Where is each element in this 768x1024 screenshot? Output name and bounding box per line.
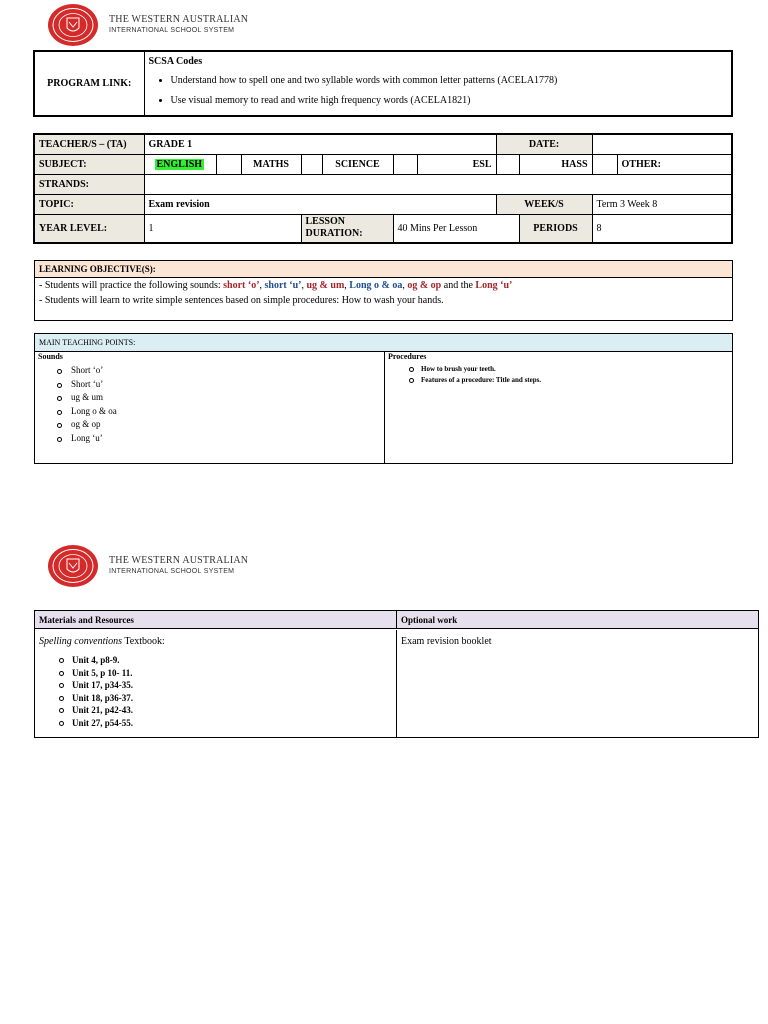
topic-value: Exam revision — [144, 195, 496, 215]
sound-short-u: short ‘u’ — [264, 280, 302, 291]
scsa-code-item: • Use visual memory to read and write high frequency words (ACELA1821) — [171, 91, 728, 111]
subject-esl: ESL — [417, 155, 496, 175]
sound-og-op: og & op — [407, 280, 442, 291]
sound-ug-um: ug & um — [306, 280, 345, 291]
materials-column — [35, 630, 397, 737]
year-level-label: YEAR LEVEL: — [34, 215, 144, 243]
school-header — [47, 3, 248, 47]
topic-label: TOPIC: — [34, 195, 144, 215]
sound-long-o-oa: Long o & oa — [349, 280, 403, 291]
sounds-title: Sounds — [38, 352, 63, 361]
lesson-duration-value: 40 Mins Per Lesson — [393, 215, 519, 243]
sound-long-u: Long ‘u’ — [475, 280, 513, 291]
date-value[interactable] — [592, 134, 732, 155]
unit-item: Unit 5, p 10- 11. — [72, 667, 396, 680]
unit-item: Unit 27, p54-55. — [72, 717, 396, 730]
textbook-line: Spelling conventions Textbook: — [39, 636, 165, 647]
sound-item: Short ‘o’ — [71, 364, 384, 378]
teacher-value: GRADE 1 — [144, 134, 496, 155]
subject-checkbox-esl[interactable] — [496, 155, 519, 175]
objective-line-2: - Students will learn to write simple sentences based on simple procedures: How to wash your hands. — [39, 295, 444, 306]
school-logo — [47, 3, 99, 47]
teacher-label: TEACHER/S – (TA) — [34, 134, 144, 155]
subject-maths: MATHS — [241, 155, 301, 175]
teaching-points-heading: MAIN TEACHING POINTS: — [35, 334, 732, 352]
subject-label: SUBJECT: — [34, 155, 144, 175]
procedures-column — [385, 352, 732, 463]
program-link-label: PROGRAM LINK: — [34, 51, 144, 116]
subject-checkbox-maths[interactable] — [301, 155, 322, 175]
main-teaching-points — [34, 333, 733, 464]
scsa-codes-list — [149, 71, 728, 111]
textbook-title: Spelling conventions — [39, 636, 123, 647]
subject-checkbox-english[interactable] — [216, 155, 241, 175]
optional-work-text: Exam revision booklet — [401, 636, 492, 647]
sound-short-o: short ‘o’ — [223, 280, 260, 291]
program-link-table — [33, 50, 733, 117]
unit-item: Unit 17, p34-35. — [72, 679, 396, 692]
subject-other: OTHER: — [617, 155, 732, 175]
weeks-label: WEEK/S — [496, 195, 592, 215]
objective-line-1: - Students will practice the following sounds: short ‘o’, short ‘u’, ug & um, Long o & oa, og & op and the Long ‘u’ — [39, 280, 513, 291]
optional-work-column — [397, 630, 758, 737]
periods-label: PERIODS — [519, 215, 592, 243]
procedures-list — [385, 364, 732, 386]
sound-item: Long ‘u’ — [71, 432, 384, 446]
scsa-code-item: • Understand how to spell one and two syllable words with common letter patterns (ACELA1778) — [171, 71, 728, 91]
procedures-title: Procedures — [388, 352, 427, 361]
strands-value[interactable] — [144, 175, 732, 195]
learning-objectives-heading: LEARNING OBJECTIVE(S): — [35, 261, 732, 278]
scsa-codes-title: SCSA Codes — [148, 56, 203, 67]
sound-item: Long o & oa — [71, 405, 384, 419]
sounds-list — [35, 364, 384, 445]
subject-checkbox-science[interactable] — [393, 155, 417, 175]
org-name-line2: INTERNATIONAL SCHOOL SYSTEM — [109, 568, 235, 575]
subject-checkbox-hass[interactable] — [592, 155, 617, 175]
optional-work-heading: Optional work — [397, 611, 758, 629]
org-name-line1: THE WESTERN AUSTRALIAN — [109, 555, 249, 566]
strands-label: STRANDS: — [34, 175, 144, 195]
date-label: DATE: — [496, 134, 592, 155]
materials-heading: Materials and Resources — [35, 611, 397, 629]
school-header-page-2 — [47, 544, 248, 588]
subject-hass: HASS — [519, 155, 592, 175]
weeks-value: Term 3 Week 8 — [592, 195, 732, 215]
procedure-item: How to brush your teeth. — [421, 364, 732, 375]
periods-value: 8 — [592, 215, 732, 243]
subject-science: SCIENCE — [322, 155, 393, 175]
sound-item: ug & um — [71, 391, 384, 405]
unit-item: Unit 18, p36-37. — [72, 692, 396, 705]
lesson-info-table — [33, 133, 733, 244]
materials-table — [34, 610, 759, 738]
sound-item: og & op — [71, 418, 384, 432]
lesson-duration-label: LESSON DURATION: — [301, 215, 393, 243]
unit-item: Unit 4, p8-9. — [72, 654, 396, 667]
unit-item: Unit 21, p42-43. — [72, 704, 396, 717]
sound-item: Short ‘u’ — [71, 378, 384, 392]
procedure-item: Features of a procedure: Title and steps. — [421, 375, 732, 386]
org-name-line1: THE WESTERN AUSTRALIAN — [109, 14, 249, 25]
sounds-column — [35, 352, 385, 463]
units-list — [35, 654, 396, 729]
org-name-line2: INTERNATIONAL SCHOOL SYSTEM — [109, 27, 235, 34]
learning-objectives — [34, 260, 733, 321]
year-level-value: 1 — [144, 215, 301, 243]
subject-english-highlight: ENGLISH — [156, 159, 203, 170]
school-logo — [47, 544, 99, 588]
